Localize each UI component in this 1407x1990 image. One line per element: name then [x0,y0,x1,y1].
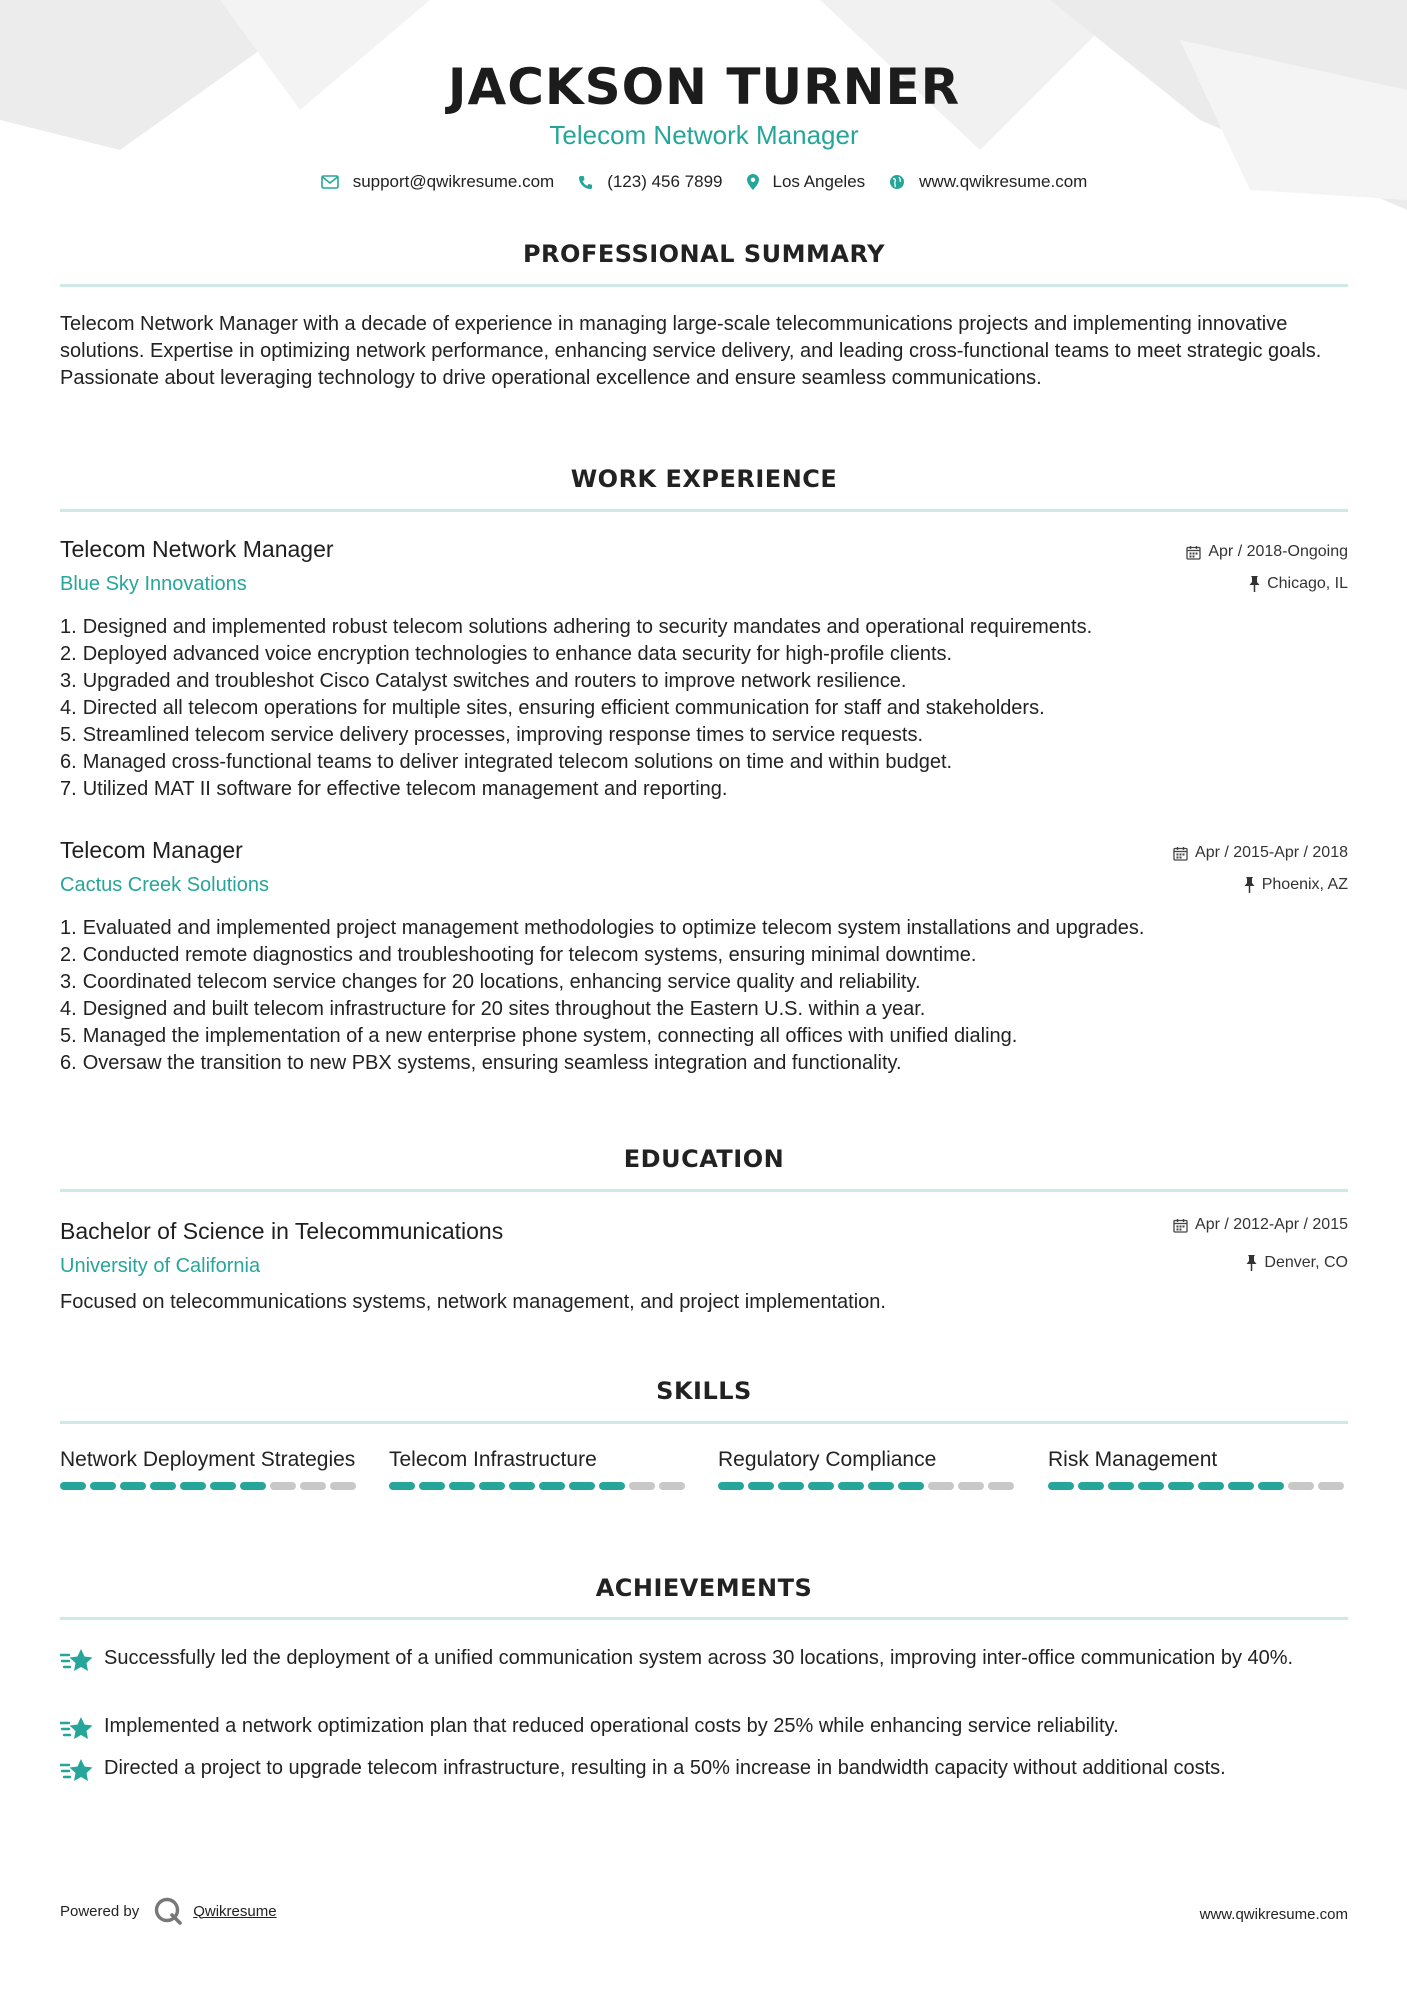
job-dates-text: Apr / 2018-Ongoing [1208,543,1348,560]
skill-level-segment [1228,1482,1254,1490]
skill-level-bar [1048,1482,1348,1490]
contact-location-text: Los Angeles [772,172,866,191]
bullet-text: Streamlined telecom service delivery processes, improving response times to service requests. [82,724,924,746]
bullet-text: Managed the implementation of a new enterprise phone system, connecting all offices with unified dialing. [82,1025,1018,1047]
job-title: Telecom Manager [60,837,243,863]
skill-level-segment [748,1482,774,1490]
education-description: Focused on telecommunications systems, network management, and project implementation. [60,1291,886,1313]
job-company: Cactus Creek Solutions [60,874,269,896]
skill-level-segment [569,1482,595,1490]
powered-by-label: Powered by [60,1902,140,1920]
bullet-text: Conducted remote diagnostics and troubleshooting for telecom systems, ensuring minimal downtime. [82,944,977,966]
summary-text: Telecom Network Manager with a decade of experience in managing large-scale telecommunications projects and implementing innovative solutions. Expertise in optimizing network performance, enhancing service delivery, and leading cross-functional teams to meet strategic goals. Passionate about leveraging technology to drive operational excellence and ensure seamless communications. [60,313,1322,389]
bullet-text: Coordinated telecom service changes for 20 locations, enhancing service quality and reliability. [82,971,921,993]
skill-level-segment [509,1482,535,1490]
list-item: 6. Managed cross-functional teams to deliver integrated telecom solutions on time and within budget. [60,749,1348,776]
contact-website-text: www.qwikresume.com [919,172,1088,191]
job-title: Telecom Network Manager [60,536,334,562]
calendar-icon [1173,1218,1188,1233]
bullet-text: Deployed advanced voice encryption technologies to enhance data security for high-profile clients. [82,643,953,665]
achievements-divider [60,1617,1348,1620]
bullet-text: Managed cross-functional teams to deliver integrated telecom solutions on time and within budget. [82,751,953,773]
qwikresume-link[interactable]: Qwikresume [193,1902,277,1920]
skill-level-segment [1048,1482,1074,1490]
skill-level-segment [60,1482,86,1490]
skill-level-segment [1078,1482,1104,1490]
qwikresume-logo-icon [153,1896,183,1926]
job-dates [1173,844,1348,862]
map-pin-icon [747,174,759,190]
achievement-text: Successfully led the deployment of a unified communication system across 30 locations, improving inter-office communication by 40%. [104,1647,1294,1669]
skill-name: Risk Management [1048,1448,1218,1471]
contact-email-text: support@qwikresume.com [352,172,555,191]
skill-level-segment [210,1482,236,1490]
job-location-text: Phoenix, AZ [1261,876,1348,893]
list-item: 3. Upgraded and troubleshot Cisco Catalyst switches and routers to improve network resilience. [60,668,1348,695]
bullet-text: Upgraded and troubleshot Cisco Catalyst switches and routers to improve network resilience. [82,670,907,692]
phone-icon [578,175,593,190]
achievement-star-icon [60,1645,104,1680]
contact-website[interactable] [889,172,1087,192]
bullet-text: Utilized MAT II software for effective telecom management and reporting. [82,778,728,800]
calendar-icon [1186,545,1201,560]
skill-level-segment [539,1482,565,1490]
job-company: Blue Sky Innovations [60,573,247,595]
skills-section-title: SKILLS [656,1377,752,1405]
job-dates [1186,543,1348,561]
achievement-star-icon [60,1713,104,1748]
education-section-title: EDUCATION [623,1145,785,1173]
education-location-text: Denver, CO [1264,1254,1348,1271]
skill-level-bar [718,1482,1018,1490]
skill-level-segment [928,1482,954,1490]
globe-icon [889,174,905,190]
skill-level-segment [1258,1482,1284,1490]
skill-level-segment [1168,1482,1194,1490]
education-dates [1173,1216,1348,1234]
skill-level-segment [1288,1482,1314,1490]
achievement-item [60,1645,1348,1680]
job-dates-text: Apr / 2015-Apr / 2018 [1195,844,1348,861]
list-item: 6. Oversaw the transition to new PBX systems, ensuring seamless integration and functionality. [60,1050,1348,1077]
skill-name: Network Deployment Strategies [60,1448,356,1471]
job-bullets [60,614,1348,803]
skill-item [1048,1446,1348,1490]
contact-phone[interactable] [578,172,722,192]
list-item: 2. Conducted remote diagnostics and troubleshooting for telecom systems, ensuring minimal downtime. [60,942,1348,969]
skill-level-segment [240,1482,266,1490]
skill-level-segment [90,1482,116,1490]
skill-level-segment [479,1482,505,1490]
list-item: 5. Managed the implementation of a new enterprise phone system, connecting all offices with unified dialing. [60,1023,1348,1050]
skill-level-segment [120,1482,146,1490]
skill-level-segment [449,1482,475,1490]
skill-name: Telecom Infrastructure [389,1448,597,1471]
skill-name: Regulatory Compliance [718,1448,937,1471]
pushpin-icon [1244,877,1255,893]
skill-level-segment [958,1482,984,1490]
skill-level-segment [419,1482,445,1490]
achievement-text: Directed a project to upgrade telecom infrastructure, resulting in a 50% increase in bandwidth capacity without additional costs. [104,1757,1226,1779]
skill-level-segment [300,1482,326,1490]
list-item: 3. Coordinated telecom service changes for 20 locations, enhancing service quality and reliability. [60,969,1348,996]
skill-level-segment [778,1482,804,1490]
bullet-text: Directed all telecom operations for multiple sites, ensuring efficient communication for staff and stakeholders. [82,697,1045,719]
skill-level-segment [150,1482,176,1490]
experience-section-title: WORK EXPERIENCE [570,465,838,493]
bullet-text: Evaluated and implemented project management methodologies to optimize telecom system installations and upgrades. [82,917,1145,939]
skill-level-segment [180,1482,206,1490]
skills-divider [60,1421,1348,1424]
job-location-text: Chicago, IL [1267,575,1348,592]
envelope-icon [321,175,339,189]
job-location [1249,575,1348,593]
skill-level-segment [629,1482,655,1490]
education-degree: Bachelor of Science in Telecommunications [60,1218,504,1244]
skill-level-segment [1138,1482,1164,1490]
education-dates-text: Apr / 2012-Apr / 2015 [1195,1216,1348,1233]
education-school: University of California [60,1255,261,1277]
footer-powered-by [60,1896,277,1926]
skill-level-segment [808,1482,834,1490]
skill-level-segment [599,1482,625,1490]
skill-level-segment [1198,1482,1224,1490]
bullet-text: Designed and implemented robust telecom solutions adhering to security mandates and operational requirements. [82,616,1093,638]
contact-phone-text: (123) 456 7899 [607,172,723,191]
achievement-item [60,1713,1348,1748]
pushpin-icon [1246,1255,1257,1271]
footer-website[interactable]: www.qwikresume.com [1199,1906,1348,1923]
candidate-role: Telecom Network Manager [549,120,859,150]
skill-level-segment [270,1482,296,1490]
pushpin-icon [1249,576,1260,592]
skill-level-segment [988,1482,1014,1490]
summary-section-title: PROFESSIONAL SUMMARY [522,240,886,268]
list-item: 5. Streamlined telecom service delivery processes, improving response times to service requests. [60,722,1348,749]
skill-level-segment [838,1482,864,1490]
skill-item [718,1446,1018,1490]
summary-divider [60,284,1348,287]
contact-location [747,172,866,192]
skill-level-segment [1318,1482,1344,1490]
skill-level-segment [330,1482,356,1490]
contact-bar [60,172,1348,192]
skill-level-bar [60,1482,360,1490]
candidate-name: JACKSON TURNER [447,58,961,116]
achievements-section-title: ACHIEVEMENTS [595,1574,813,1602]
education-divider [60,1189,1348,1192]
contact-email[interactable] [321,172,555,192]
list-item: 4. Designed and built telecom infrastructure for 20 sites throughout the Eastern U.S. within a year. [60,996,1348,1023]
achievement-text: Implemented a network optimization plan that reduced operational costs by 25% while enhancing service reliability. [104,1715,1119,1737]
skill-level-segment [659,1482,685,1490]
experience-divider [60,509,1348,512]
list-item: 4. Directed all telecom operations for multiple sites, ensuring efficient communication for staff and stakeholders. [60,695,1348,722]
list-item: 1. Evaluated and implemented project management methodologies to optimize telecom system installations and upgrades. [60,915,1348,942]
skill-level-segment [898,1482,924,1490]
job-bullets [60,915,1348,1077]
bullet-text: Oversaw the transition to new PBX systems, ensuring seamless integration and functionality. [82,1052,902,1074]
bullet-text: Designed and built telecom infrastructure for 20 sites throughout the Eastern U.S. within a year. [82,998,926,1020]
achievement-star-icon [60,1755,104,1790]
list-item: 1. Designed and implemented robust telecom solutions adhering to security mandates and operational requirements. [60,614,1348,641]
skill-level-bar [389,1482,689,1490]
skill-level-segment [868,1482,894,1490]
skill-level-segment [389,1482,415,1490]
skill-level-segment [718,1482,744,1490]
education-location [1246,1254,1348,1272]
skill-item [60,1446,360,1490]
list-item: 2. Deployed advanced voice encryption technologies to enhance data security for high-profile clients. [60,641,1348,668]
list-item: 7. Utilized MAT II software for effective telecom management and reporting. [60,776,1348,803]
skill-level-segment [1108,1482,1134,1490]
job-location [1244,876,1348,894]
calendar-icon [1173,846,1188,861]
achievement-item [60,1755,1348,1790]
skill-item [389,1446,689,1490]
